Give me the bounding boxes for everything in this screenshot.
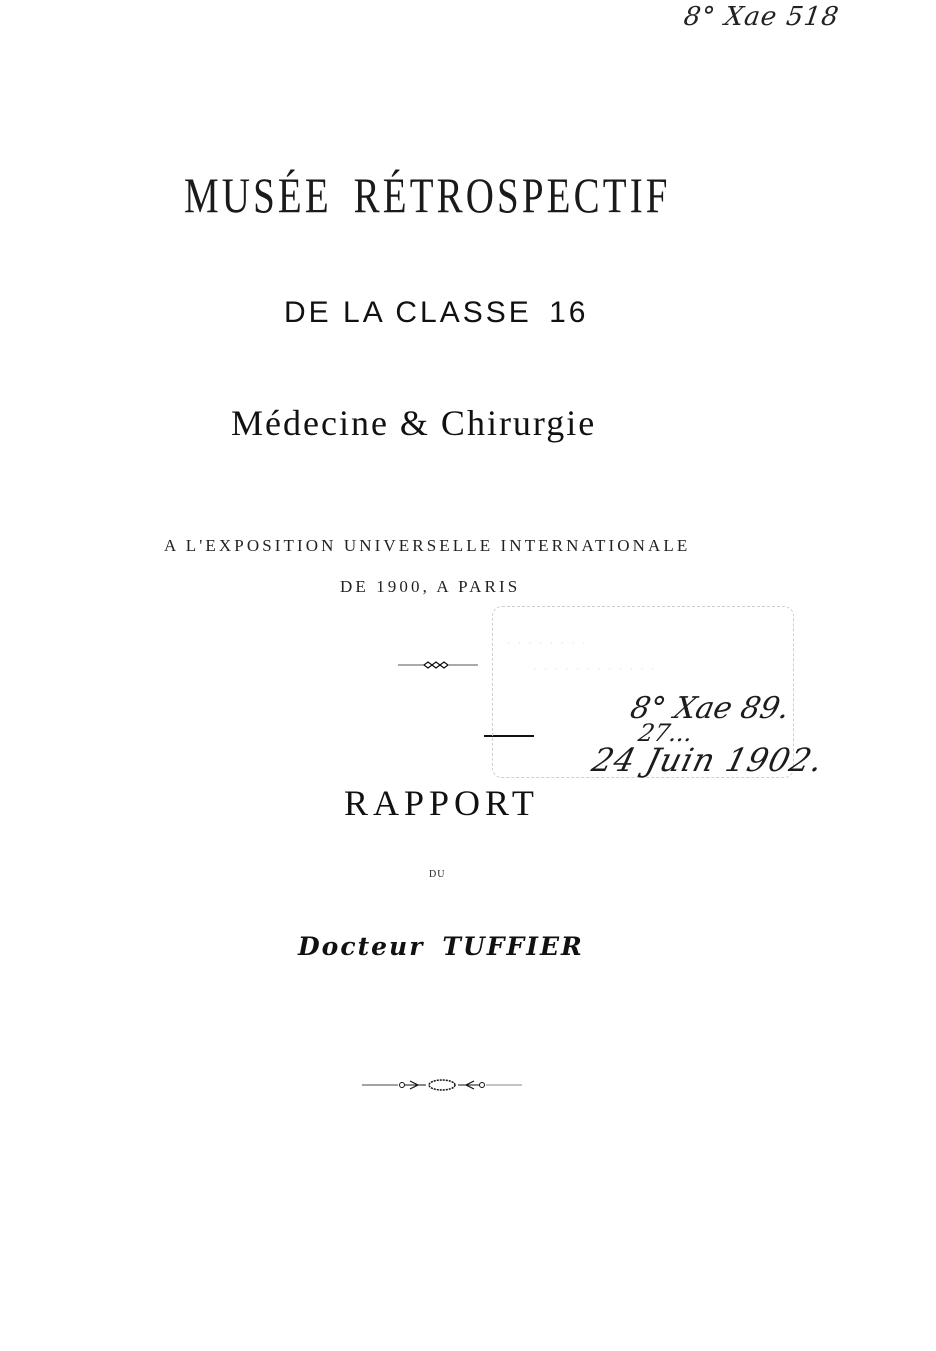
stamp-faint-text: · · · · · · · · · · · · <box>533 663 657 675</box>
stamp-call-number: 8° Xae 89. <box>627 691 793 726</box>
exposition-line-1: A L'EXPOSITION UNIVERSELLE INTERNATIONALE <box>164 536 691 555</box>
library-stamp <box>492 606 828 779</box>
fleuron-divider-icon <box>398 660 478 670</box>
stamp-date: 24 Juin 1902. <box>588 741 828 779</box>
class-label: DE LA CLASSE <box>284 296 532 329</box>
handwritten-shelfmark: 8° Xae 518 <box>681 2 842 32</box>
subject-heading: Médecine & Chirurgie <box>231 403 597 443</box>
author-line <box>298 932 584 961</box>
stamp-faint-text: · · · · · · · · <box>507 637 588 649</box>
author-title: Docteur <box>298 932 425 961</box>
title-word-musee: MUSÉE <box>184 167 332 223</box>
author-name: TUFFIER <box>442 932 584 961</box>
stamp-number: 27... <box>636 719 696 747</box>
title-word-retrospectif: RÉTROSPECTIF <box>353 167 671 223</box>
exposition-line-2: DE 1900, A PARIS <box>340 577 521 596</box>
class-number: 16 <box>549 296 589 329</box>
class-heading <box>284 296 589 330</box>
floral-divider-icon <box>362 1078 522 1092</box>
du-label: DU <box>429 869 446 880</box>
report-heading: RAPPORT <box>344 783 539 823</box>
main-title <box>184 166 671 224</box>
